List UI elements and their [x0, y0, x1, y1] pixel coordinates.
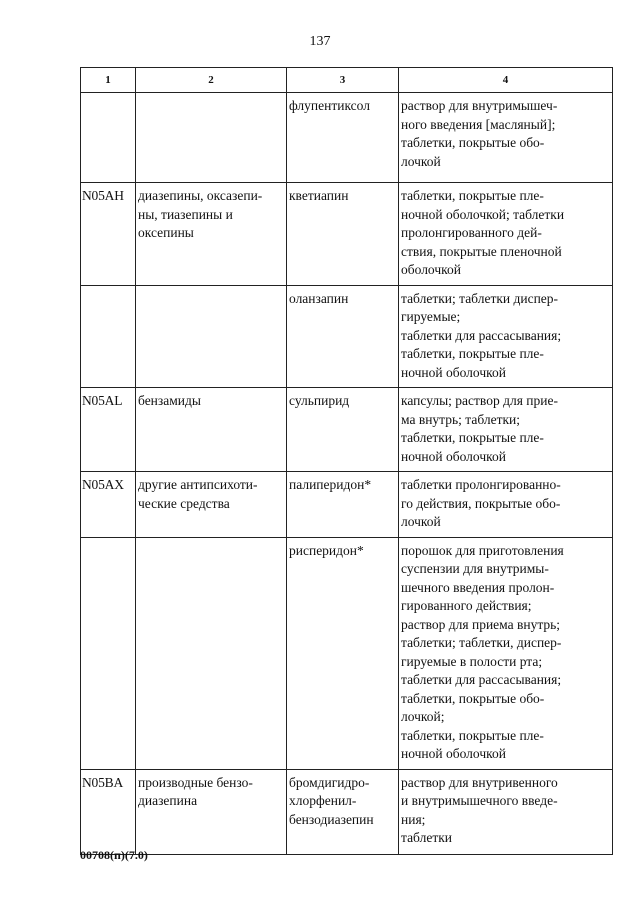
column-header-1: 1 [81, 68, 136, 93]
table-header-row [81, 68, 613, 93]
table-row [81, 183, 613, 286]
group-name-cell [136, 537, 287, 769]
dosage-forms-cell: таблетки; таблетки диспер- гируемые; таблетки для рассасывания; таблетки, покрытые пле- ночной оболочкой [399, 285, 613, 388]
column-header-4: 4 [399, 68, 613, 93]
atc-code-cell [81, 285, 136, 388]
atc-code-cell [81, 93, 136, 183]
column-header-3: 3 [287, 68, 399, 93]
group-name-cell [136, 93, 287, 183]
atc-code-cell: N05AX [81, 472, 136, 538]
table-row [81, 537, 613, 769]
dosage-forms-cell: таблетки пролонгированно- го действия, покрытые обо- лочкой [399, 472, 613, 538]
dosage-forms-cell: порошок для приготовления суспензии для внутримы- шечного введения пролон- гированного действия; раствор для приема внутрь; таблетки; таблетки, диспер- гируемые в полости рта; таблетки для рассасывания; таблетки, покрытые обо- лочкой; таблетки, покрытые пле- ночной оболочкой [399, 537, 613, 769]
table-row [81, 472, 613, 538]
table-row [81, 285, 613, 388]
group-name-cell: бензамиды [136, 388, 287, 472]
drug-name-cell: бромдигидро- хлорфенил- бензодиазепин [287, 769, 399, 854]
table-row [81, 769, 613, 854]
group-name-cell: другие антипсихоти- ческие средства [136, 472, 287, 538]
drug-name-cell: палиперидон* [287, 472, 399, 538]
dosage-forms-cell: таблетки, покрытые пле- ночной оболочкой; таблетки пролонгированного дей- ствия, покрытые пленочной оболочкой [399, 183, 613, 286]
drug-name-cell: оланзапин [287, 285, 399, 388]
document-footer-code: 00708(п)(7.0) [80, 848, 148, 862]
group-name-cell: производные бензо- диазепина [136, 769, 287, 854]
table-row [81, 93, 613, 183]
group-name-cell: диазепины, оксазепи- ны, тиазепины и оксепины [136, 183, 287, 286]
drug-table [80, 67, 613, 855]
atc-code-cell [81, 537, 136, 769]
atc-code-cell: N05BA [81, 769, 136, 854]
atc-code-cell: N05AL [81, 388, 136, 472]
atc-code-cell: N05AH [81, 183, 136, 286]
column-header-2: 2 [136, 68, 287, 93]
group-name-cell [136, 285, 287, 388]
page-number: 137 [309, 34, 331, 49]
dosage-forms-cell: капсулы; раствор для прие- ма внутрь; таблетки; таблетки, покрытые пле- ночной оболочкой [399, 388, 613, 472]
drug-name-cell: сульпирид [287, 388, 399, 472]
dosage-forms-cell: раствор для внутривенного и внутримышечного введе- ния; таблетки [399, 769, 613, 854]
drug-name-cell: кветиапин [287, 183, 399, 286]
drug-name-cell: рисперидон* [287, 537, 399, 769]
dosage-forms-cell: раствор для внутримышеч- ного введения [масляный]; таблетки, покрытые обо- лочкой [399, 93, 613, 183]
drug-name-cell: флупентиксол [287, 93, 399, 183]
table-row [81, 388, 613, 472]
